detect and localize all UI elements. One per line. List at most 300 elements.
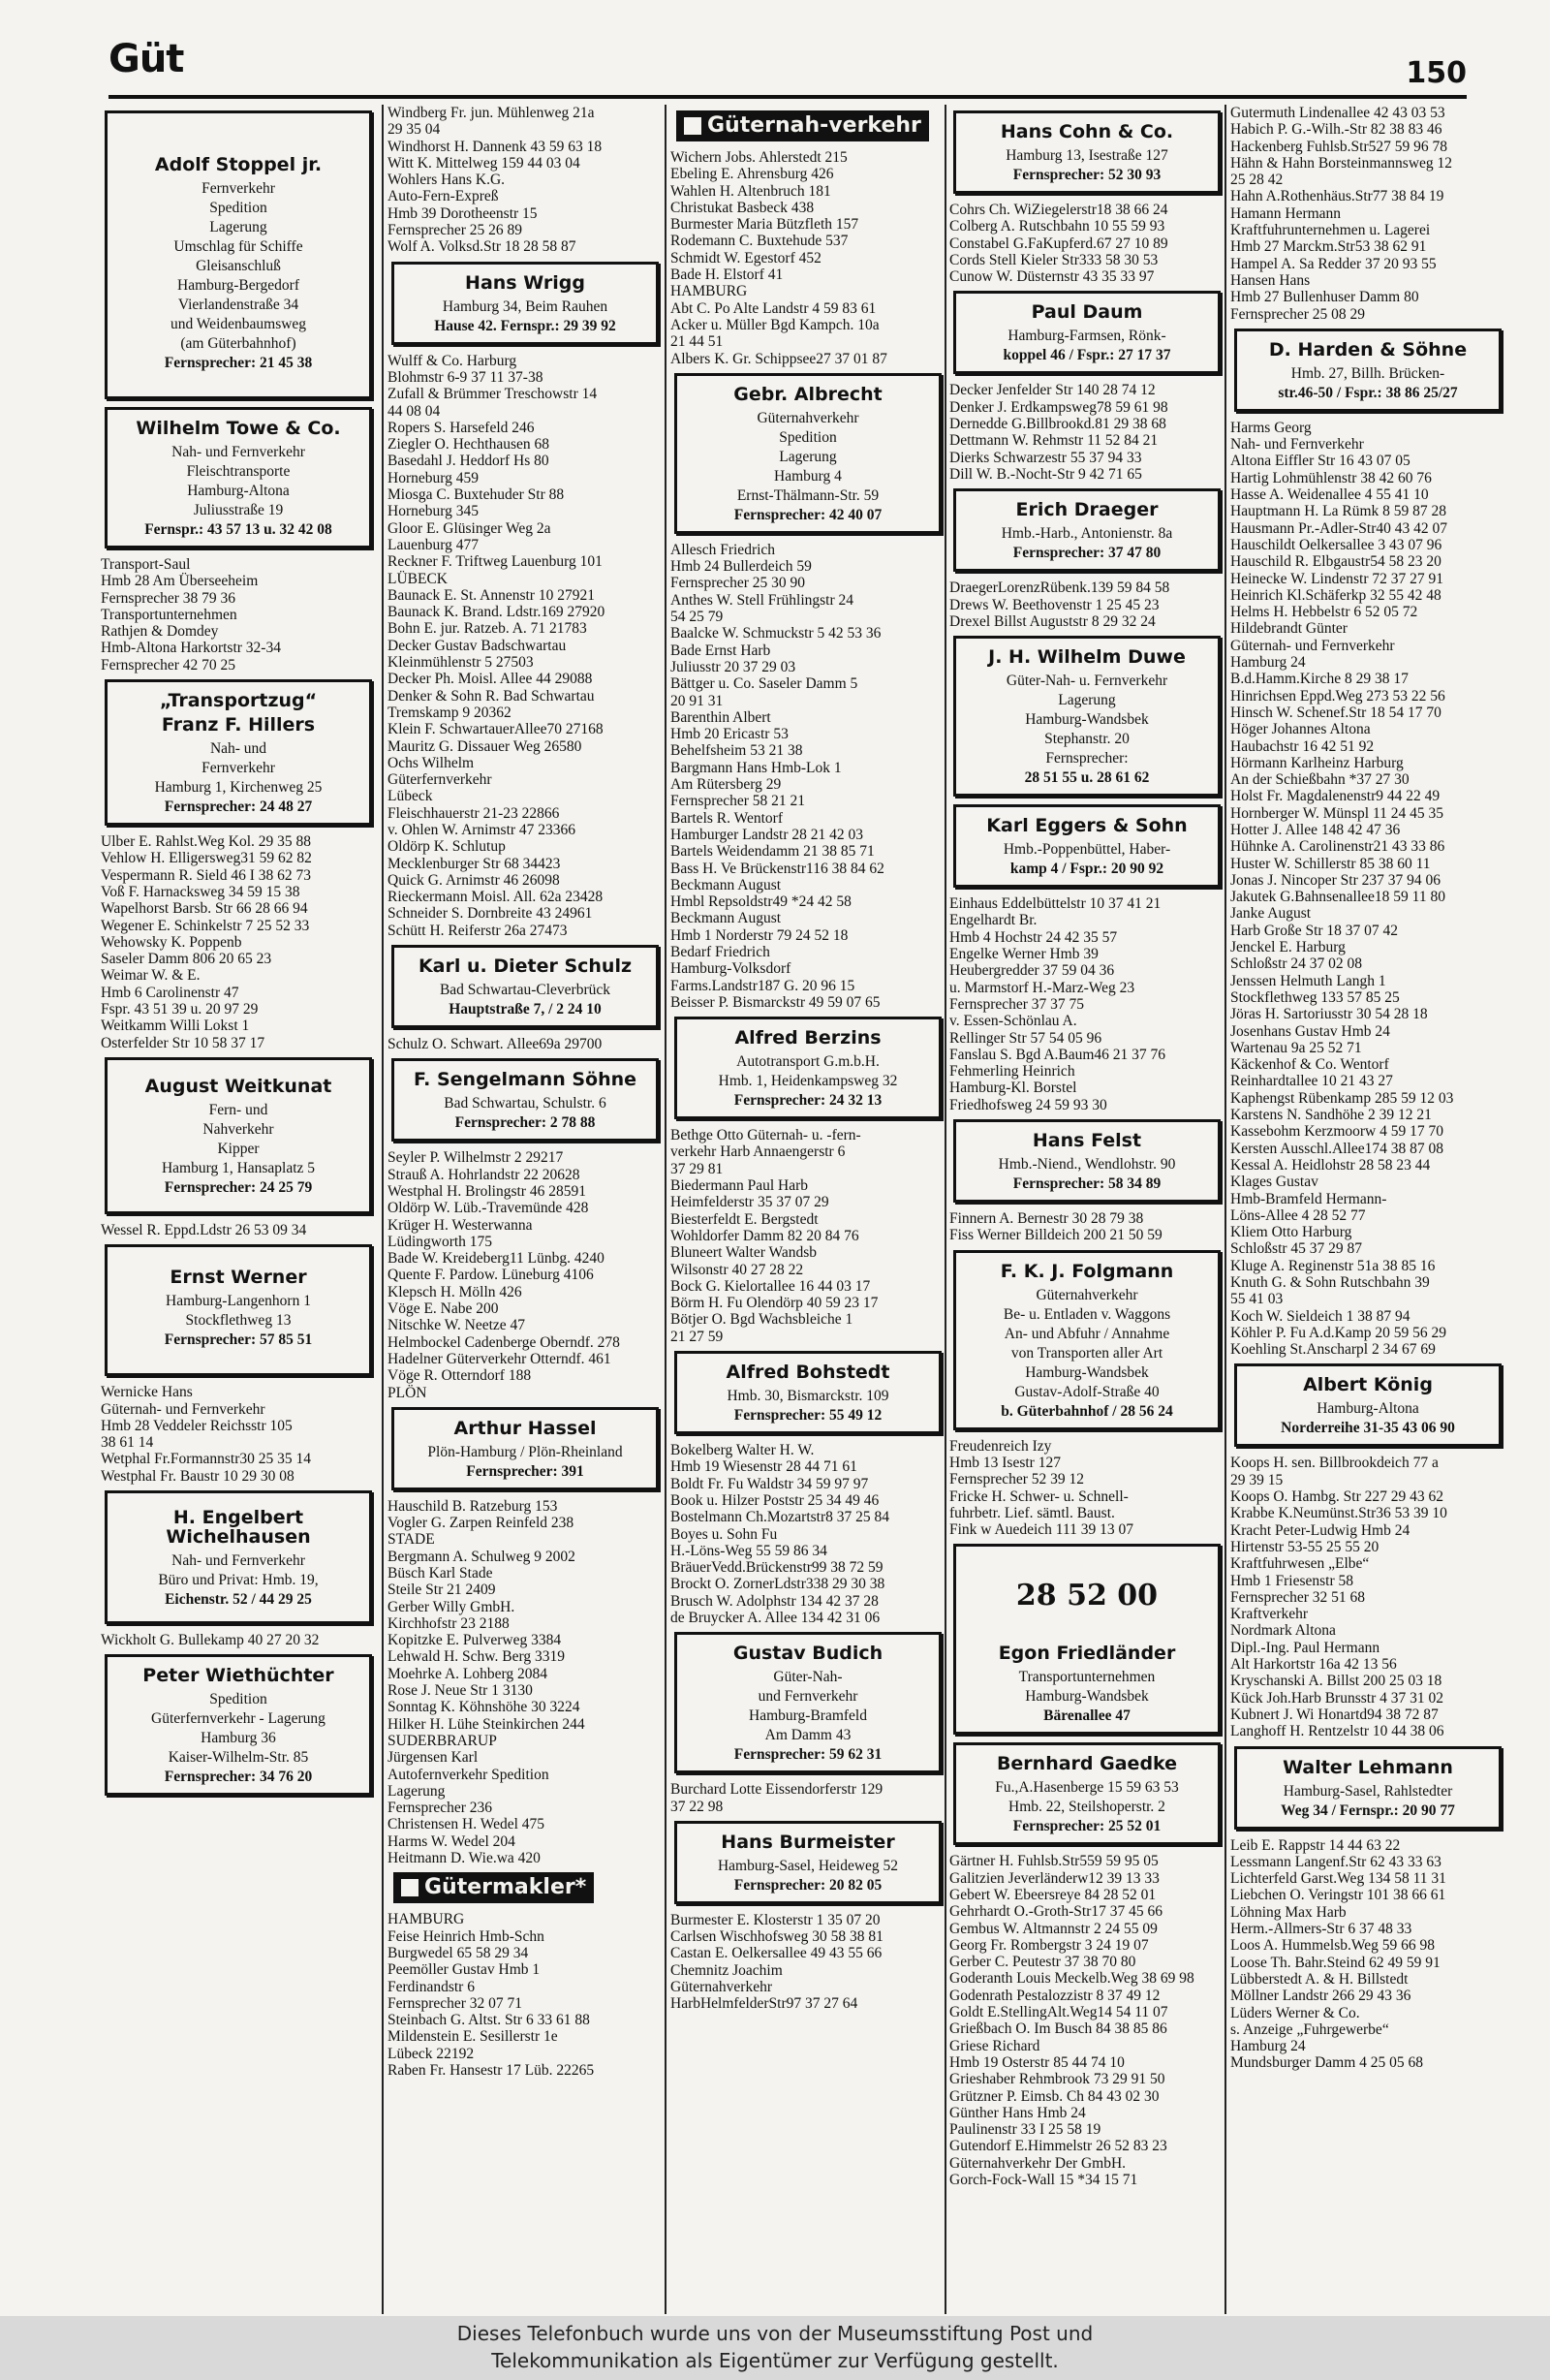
directory-entry-line: Fernsprecher 37 37 75 (949, 995, 1085, 1013)
footer-line-1: Dieses Telefonbuch wurde uns von der Museumsstiftung Post und (456, 2322, 1094, 2345)
directory-entry-line: Käckenhof & Co. Wentorf (1230, 1056, 1389, 1074)
directory-entry-line: Helms H. Hebbelstr 6 52 05 72 (1230, 604, 1418, 621)
directory-entry-line: Wichern Jobs. Ahlerstedt 215 (670, 149, 848, 166)
ad-line: Fern- und (208, 1101, 268, 1118)
directory-entry-line: Güternah- und Fernverkehr (1230, 637, 1395, 654)
directory-entry-line: Gerber Willy GmbH. (388, 1598, 515, 1615)
directory-entry-line: Wehowsky K. Poppenb (101, 933, 242, 951)
directory-entry-line: Fspr. 43 51 39 u. 20 97 29 (101, 1001, 259, 1018)
directory-entry-line: Engelke Werner Hmb 39 (949, 946, 1099, 963)
directory-entry-line: Vöge R. Otterndorf 188 (388, 1367, 532, 1385)
ad-line: Lagerung (209, 219, 267, 235)
directory-entry-line: u. Marmstorf H.-Marz-Weg 23 (949, 979, 1135, 996)
directory-entry-line: Lehwald H. Schw. Berg 3319 (388, 1648, 565, 1666)
ad-line: Güterfernverkehr - Lagerung (151, 1710, 326, 1728)
ad-line: Bad Schwartau, Schulstr. 6 (444, 1095, 606, 1112)
directory-entry-line: Nitschke W. Neetze 47 (388, 1317, 526, 1334)
ad-line: 28 51 55 u. 28 61 62 (1024, 769, 1150, 787)
directory-entry-line: Köhler P. Fu A.d.Kamp 20 59 56 29 (1230, 1324, 1447, 1341)
entry-list (1230, 1837, 1504, 2072)
directory-entry-line: Constabel G.FaKupferd.67 27 10 89 (949, 235, 1168, 252)
directory-entry-line: Dill W. B.-Nocht-Str 9 42 71 65 (949, 465, 1142, 483)
directory-entry-line: 21 44 51 (670, 333, 724, 351)
ad-box (1234, 329, 1502, 412)
directory-entry-line: s. Anzeige „Fuhrgewerbe“ (1230, 2020, 1389, 2038)
section-heading: Gütermakler* (393, 1872, 594, 1903)
ad-line: Kaiser-Wilhelm-Str. 85 (168, 1749, 309, 1767)
entry-list (101, 1222, 374, 1238)
directory-entry-line: Cunow W. Düsternstr 43 35 33 97 (949, 268, 1155, 286)
directory-entry-line: Tremskamp 9 20362 (388, 704, 512, 721)
entry-list (949, 1210, 1223, 1244)
directory-entry-line: Haubachstr 16 42 51 92 (1230, 737, 1375, 755)
directory-entry-line: Boldt Fr. Fu Waldstr 34 59 97 97 (670, 1475, 869, 1492)
ad-company-name: Karl Eggers & Sohn (986, 815, 1188, 837)
directory-entry-line: Vöge E. Nabe 200 (388, 1300, 499, 1318)
directory-entry-line: Brockt O. ZornerLdstr338 29 30 38 (670, 1576, 885, 1593)
entry-list (949, 382, 1223, 483)
directory-entry-line: Quente F. Pardow. Lüneburg 4106 (388, 1267, 594, 1284)
directory-entry-line: Heubergredder 37 59 04 36 (949, 962, 1115, 980)
ad-line: Fernsprecher: 25 52 01 (1012, 1818, 1162, 1835)
directory-entry-line: Wilsonstr 40 27 28 22 (670, 1261, 804, 1278)
ad-company-name: Hans Burmeister (721, 1831, 895, 1853)
directory-entry-line: Finnern A. Bernestr 30 28 79 38 (949, 1210, 1144, 1228)
directory-entry-line: Loose Th. Bahr.Steind 62 49 59 91 (1230, 1954, 1441, 1971)
directory-entry-line: Godenrath Pestalozzistr 8 37 49 12 (949, 1987, 1161, 2004)
directory-entry-line: Miosga C. Buxtehuder Str 88 (388, 486, 565, 504)
entry-list (670, 1781, 944, 1815)
directory-entry-line: Hauschildt Oelkersallee 3 43 07 96 (1230, 536, 1442, 553)
ad-company-name: J. H. Wilhelm Duwe (988, 646, 1186, 669)
ad-line: Hamburg-Wandsbek (1025, 711, 1149, 729)
directory-entry-line: Gutendorf E.Himmelstr 26 52 83 23 (949, 2138, 1167, 2155)
directory-entry-line: Dierks Schwarzestr 55 37 94 33 (949, 449, 1142, 466)
directory-entry-line: Allesch Friedrich (670, 541, 776, 558)
directory-entry-line: Fanslau S. Bgd A.Baum46 21 37 76 (949, 1046, 1166, 1063)
ad-line: Spedition (209, 1691, 267, 1708)
ad-company-name: Adolf Stoppel jr. (154, 154, 323, 175)
directory-entry-line: Decker Ph. Moisl. Allee 44 29088 (388, 671, 593, 688)
ad-line: und Fernverkehr (758, 1688, 858, 1706)
directory-entry-line: Dipl.-Ing. Paul Hermann (1230, 1639, 1380, 1656)
directory-entry-line: Büsch Karl Stade (388, 1565, 493, 1581)
ad-box (674, 1017, 942, 1119)
directory-entry-line: Jenssen Helmuth Langh 1 (1230, 972, 1386, 989)
directory-entry-line: v. Ohlen W. Arnimstr 47 23366 (388, 821, 576, 838)
directory-entry-line: Vespermann R. Sield 46 I 38 62 73 (101, 866, 311, 884)
directory-entry-line: Hähn & Hahn Borsteinmannsweg 12 (1230, 154, 1453, 172)
ad-line: Stephanstr. 20 (1044, 731, 1130, 748)
ad-line: Hmb.-Poppenbüttel, Haber- (1003, 841, 1171, 859)
directory-entry-line: Langhoff H. Rentzelstr 10 44 38 06 (1230, 1723, 1444, 1740)
directory-entry-line: Güterfernverkehr (388, 771, 492, 789)
ad-company-name: August Weitkunat (144, 1075, 332, 1097)
directory-entry-line: Fernsprecher 58 21 21 (670, 793, 806, 810)
directory-entry-line: Brusch W. Adolphstr 134 42 37 28 (670, 1592, 879, 1610)
directory-entry-line: 55 41 03 (1230, 1291, 1284, 1308)
directory-entry-line: Klepsch H. Mölln 426 (388, 1283, 522, 1300)
directory-entry-line: DraegerLorenzRübenk.139 59 84 58 (949, 579, 1170, 597)
directory-entry-line: Koops O. Hambg. Str 227 29 43 62 (1230, 1488, 1444, 1506)
ad-line: Nah- und Fernverkehr (171, 444, 305, 460)
directory-entry-line: verkehr Harb Annaengerstr 6 (670, 1143, 846, 1161)
directory-entry-line: Galitzien Jeverländerw12 39 13 33 (949, 1869, 1160, 1887)
directory-entry-line: Hmb 4 Hochstr 24 42 35 57 (949, 928, 1118, 946)
directory-entry-line: H.-Löns-Weg 55 59 86 34 (670, 1542, 827, 1559)
ad-line: Nah- und Fernverkehr (171, 1552, 305, 1570)
ad-line: Bad Schwartau-Cleverbrück (439, 982, 611, 999)
ad-line: Fernsprecher: 21 45 38 (164, 355, 313, 371)
ad-company-name: Alfred Berzins (734, 1027, 882, 1049)
entry-list (670, 149, 944, 367)
ad-title: „Transportzug“ (159, 690, 318, 712)
directory-entry-line: Fink w Auedeich 111 39 13 07 (949, 1521, 1134, 1539)
ad-line: Hauptstraße 7, / 2 24 10 (449, 1001, 602, 1018)
directory-entry-line: 54 25 79 (670, 609, 724, 626)
directory-entry-line: Strauß A. Hohrlandstr 22 20628 (388, 1166, 580, 1183)
ad-box (1234, 1746, 1502, 1830)
directory-entry-line: Hmb 1 Norderstr 79 24 52 18 (670, 926, 849, 944)
ad-line: Kipper (217, 1140, 260, 1157)
directory-entry-line: Einhaus Eddelbüttelstr 10 37 41 21 (949, 895, 1162, 913)
directory-entry-line: Horneburg 345 (388, 503, 479, 520)
ad-company-name: Hans Cohn & Co. (1000, 121, 1174, 142)
directory-entry-line: Hmb-Bramfeld Hermann- (1230, 1190, 1387, 1207)
ad-box (105, 1654, 372, 1796)
entry-list (1230, 105, 1504, 323)
directory-entry-line: Gebert W. Ebeersreye 84 28 52 01 (949, 1886, 1157, 1903)
directory-entry-line: HAMBURG (670, 283, 748, 300)
directory-entry-line: Osterfelder Str 10 58 37 17 (101, 1034, 265, 1051)
ad-box (953, 110, 1221, 194)
directory-entry-line: Börm H. Fu Olendörp 40 59 23 17 (670, 1295, 879, 1312)
ad-line: Güternahverkehr (1036, 1286, 1138, 1303)
directory-entry-line: Güternah- und Fernverkehr (101, 1400, 265, 1418)
ad-line: Gustav-Adolf-Straße 40 (1014, 1383, 1160, 1400)
ad-line: Lagerung (1058, 692, 1116, 709)
ad-line: Hmb. 27, Billh. Brücken- (1290, 364, 1445, 382)
column-2 (388, 105, 661, 2314)
directory-entry-line: Bock G. Kielortallee 16 44 03 17 (670, 1277, 871, 1295)
directory-entry-line: Alt Harkortstr 16a 42 13 56 (1230, 1656, 1397, 1674)
ad-box (105, 1244, 372, 1376)
directory-entry-line: Hauschild B. Ratzeburg 153 (388, 1497, 558, 1515)
ad-line: Hamburg 1, Kirchenweg 25 (154, 779, 323, 797)
column-4 (949, 105, 1223, 2314)
directory-entry-line: Hmb 19 Wiesenstr 28 44 71 61 (670, 1458, 857, 1476)
directory-entry-line: Goldt E.StellingAlt.Weg14 54 11 07 (949, 2004, 1168, 2021)
ad-line: Fu.,A.Hasenberge 15 59 63 53 (995, 1779, 1179, 1797)
directory-entry-line: Georg Fr. Rombergstr 3 24 19 07 (949, 1936, 1149, 1954)
section-heading: Güternah-verkehr (676, 110, 929, 141)
directory-entry-line: Hmb 1 Friesenstr 58 (1230, 1572, 1354, 1589)
ad-line: Hamburg-Bramfeld (749, 1707, 867, 1725)
ad-line: Be- u. Entladen v. Waggons (1003, 1305, 1171, 1323)
ad-line: Fernsprecher: 55 49 12 (733, 1407, 883, 1425)
ad-line: Güter-Nah- (773, 1669, 843, 1686)
ad-company-name: Egon Friedländer (998, 1643, 1176, 1665)
ad-box (953, 804, 1221, 888)
directory-entry-line: Bättger u. Co. Saseler Damm 5 (670, 675, 858, 693)
ad-line: Nahverkehr (202, 1120, 274, 1138)
directory-entry-line: Fernsprecher 25 26 89 (388, 222, 523, 239)
directory-entry-line: Kirchhofstr 23 2188 (388, 1614, 510, 1632)
directory-entry-line: Hmb 28 Am Überseeheim (101, 573, 259, 590)
directory-entry-line: Güternahverkehr (670, 1979, 773, 1996)
ad-line: Hamburg 34, Beim Rauhen (442, 298, 608, 315)
ad-line: Hamburg-Bergedorf (177, 277, 299, 294)
ad-company-name: Franz F. Hillers (161, 714, 316, 736)
directory-entry-line: Kessal A. Heidlohstr 28 58 23 44 (1230, 1156, 1431, 1174)
ad-line: Hamburg-Farmsen, Rönk- (1008, 328, 1166, 345)
entry-list (1230, 1455, 1504, 1739)
directory-entry-line: Lagerung (388, 1782, 446, 1800)
ad-line: Fleischtransporte (186, 463, 291, 480)
directory-entry-line: LÜBECK (388, 570, 448, 587)
directory-entry-line: Nah- und Fernverkehr (1230, 436, 1364, 454)
directory-entry-line: Heitmann D. Wie.wa 420 (388, 1850, 541, 1867)
ad-line: Hmb. 22, Steilshoperstr. 2 (1008, 1799, 1165, 1816)
ad-company-name: Hans Wrigg (465, 271, 585, 294)
entry-list (949, 202, 1223, 285)
ad-company-name: Gustav Budich (732, 1643, 884, 1665)
directory-entry-line: Hamburg-Volksdorf (670, 960, 791, 978)
directory-entry-line: BräuerVedd.Brückenstr99 38 72 59 (670, 1559, 884, 1577)
directory-entry-line: Harms Georg (1230, 419, 1312, 436)
directory-entry-line: Biesterfeldt E. Bergstedt (670, 1210, 819, 1228)
directory-entry-line: Transportunternehmen (101, 606, 237, 623)
ad-line: Nah- und (209, 740, 267, 758)
directory-entry-line: Hörmann Karlheinz Harburg (1230, 754, 1404, 771)
ad-box (391, 1058, 659, 1142)
directory-entry-line: Löns-Allee 4 28 52 77 (1230, 1206, 1366, 1224)
ad-line: Hamburg 1, Hansaplatz 5 (161, 1159, 316, 1176)
directory-entry-line: Ochs Wilhelm (388, 754, 475, 771)
directory-entry-line: Habich P. G.-Wilh.-Str 82 38 83 46 (1230, 121, 1442, 139)
ad-line: Hamburg-Sasel, Heideweg 52 (717, 1857, 899, 1874)
directory-entry-line: Burmester E. Klosterstr 1 35 07 20 (670, 1911, 881, 1928)
ad-line: Fernsprecher: 20 82 05 (733, 1876, 883, 1894)
directory-entry-line: Griese Richard (949, 2037, 1040, 2054)
directory-entry-line: Hamburg 24 (1230, 654, 1306, 672)
directory-entry-line: Hamann Hermann (1230, 204, 1342, 222)
ad-box (953, 1544, 1221, 1735)
ad-company-name: Albert König (1303, 1374, 1433, 1396)
ad-line: Hamburg 36 (201, 1730, 276, 1747)
ad-line: Hamburg-Sasel, Rahlstedter (1283, 1782, 1453, 1800)
directory-entry-line: Windhorst H. Dannenk 43 59 63 18 (388, 138, 603, 155)
directory-entry-line: Rathjen & Domdey (101, 623, 219, 641)
directory-entry-line: Rellinger Str 57 54 05 96 (949, 1029, 1102, 1047)
directory-entry-line: Rodemann C. Buxtehude 537 (670, 233, 849, 250)
directory-entry-line: Wapelhorst Barsb. Str 66 28 66 94 (101, 900, 308, 918)
directory-entry-line: An der Schießbahn *37 27 30 (1230, 771, 1410, 789)
ad-line: Fernsprecher: 34 76 20 (164, 1769, 313, 1786)
ad-box (391, 945, 659, 1028)
directory-entry-line: Hampel A. Sa Redder 37 20 93 55 (1230, 255, 1437, 272)
directory-entry-line: Christensen H. Wedel 475 (388, 1816, 545, 1833)
entry-list (388, 1498, 661, 1867)
directory-entry-line: Wetphal Fr.Formannstr30 25 35 14 (101, 1451, 312, 1468)
directory-entry-line: Hadelner Güterverkehr Otterndf. 461 (388, 1350, 611, 1367)
directory-entry-line: Lüders Werner & Co. (1230, 2004, 1360, 2021)
directory-entry-line: Vogler G. Zarpen Reinfeld 238 (388, 1515, 574, 1532)
directory-entry-line: Hmb 24 Bullerdeich 59 (670, 558, 812, 576)
ad-line: Hamburg 13, Isestraße 127 (1006, 147, 1168, 164)
ad-line: Eichenstr. 52 / 44 29 25 (165, 1591, 312, 1609)
directory-entry-line: Bluneert Walter Wandsb (670, 1244, 818, 1262)
footer-line-2: Telekommunikation als Eigentümer zur Verfügung gestellt. (491, 2349, 1059, 2372)
ad-company-name: Walter Lehmann (1283, 1756, 1453, 1778)
directory-entry-line: Holst Fr. Magdalenenstr9 44 22 49 (1230, 788, 1441, 805)
column-divider (945, 105, 946, 2314)
directory-entry-line: Dernedde G.Billbrookd.81 29 38 68 (949, 416, 1166, 433)
directory-entry-line: 21 27 59 (670, 1328, 724, 1345)
ad-box (105, 679, 372, 826)
directory-entry-line: Möllner Landstr 266 29 43 36 (1230, 1988, 1411, 2005)
ad-phone-large: 28 52 00 (1015, 1579, 1159, 1613)
directory-entry-line: Loos A. Hummelsb.Weg 59 66 98 (1230, 1937, 1436, 1955)
directory-entry-line: Albers K. Gr. Schippsee27 37 01 87 (670, 350, 887, 367)
directory-entry-line: Hmb 19 Osterstr 85 44 74 10 (949, 2053, 1125, 2071)
square-bullet-icon (684, 117, 701, 135)
directory-entry-line: Blohmstr 6-9 37 11 37-38 (388, 368, 543, 386)
directory-entry-line: Koops H. sen. Billbrookdeich 77 a (1230, 1455, 1439, 1472)
directory-entry-line: Baunack E. St. Annenstr 10 27921 (388, 586, 595, 604)
directory-entry-line: Lauenburg 477 (388, 536, 479, 553)
ad-box (953, 488, 1221, 572)
ad-company-name: Erich Draeger (1015, 499, 1159, 521)
directory-entry-line: Huster W. Schillerstr 85 38 60 11 (1230, 855, 1431, 872)
directory-entry-line: Gärtner H. Fuhlsb.Str559 59 95 05 (949, 1853, 1159, 1870)
ad-line: Fernsprecher: 57 85 51 (164, 1331, 313, 1349)
ad-line: Am Damm 43 (764, 1727, 852, 1744)
directory-entry-line: Schneider S. Dornbreite 43 24961 (388, 905, 593, 923)
ad-company-name: Arthur Hassel (453, 1417, 597, 1439)
directory-entry-line: v. Essen-Schönlau A. (949, 1013, 1077, 1030)
directory-entry-line: Book u. Hilzer Poststr 25 34 49 46 (670, 1491, 880, 1509)
directory-entry-line: Seyler P. Wilhelmstr 2 29217 (388, 1149, 564, 1167)
ad-box (105, 1057, 372, 1214)
ad-line: b. Güterbahnhof / 28 56 24 (1001, 1402, 1173, 1420)
ad-company-name: F. K. J. Folgmann (1000, 1260, 1174, 1282)
directory-entry-line: Kassebohm Kerzmoorw 4 59 17 70 (1230, 1123, 1443, 1141)
directory-entry-line: Bethge Otto Güternah- u. -fern- (670, 1127, 861, 1144)
directory-entry-line: de Bruycker A. Allee 134 42 31 06 (670, 1610, 881, 1626)
directory-entry-line: Decker Gustav Badschwartau (388, 637, 567, 654)
directory-entry-line: Bass H. Ve Brückenstr116 38 84 62 (670, 860, 884, 877)
directory-entry-line: Hartig Lohmühlenstr 38 42 60 76 (1230, 469, 1432, 486)
directory-entry-line: Kersten Ausschl.Allee174 38 87 08 (1230, 1140, 1443, 1157)
directory-entry-line: Goderanth Louis Meckelb.Weg 38 69 98 (949, 1970, 1194, 1988)
directory-entry-line: Anthes W. Stell Frühlingstr 24 (670, 591, 854, 609)
directory-entry-line: Hirtenstr 53-55 25 55 20 (1230, 1538, 1380, 1555)
directory-entry-line: Lessmann Langenf.Str 62 43 33 63 (1230, 1853, 1442, 1870)
entry-list (670, 542, 944, 1011)
directory-entry-line: Kück Joh.Harb Brunsstr 4 37 31 02 (1230, 1689, 1443, 1707)
directory-entry-line: Carlsen Wischhofsweg 30 58 38 81 (670, 1928, 884, 1946)
entry-list (949, 895, 1223, 1113)
ad-box (953, 1742, 1221, 1845)
directory-entry-line: Fernsprecher 38 79 36 (101, 589, 236, 607)
ad-box (391, 1407, 659, 1490)
directory-entry-line: Ziegler O. Hechthausen 68 (388, 436, 549, 454)
column-1 (101, 105, 374, 2314)
directory-entry-line: Jenckel E. Harburg (1230, 939, 1346, 956)
directory-entry-line: Heimfelderstr 35 37 07 29 (670, 1194, 829, 1211)
directory-entry-line: 20 91 31 (670, 692, 724, 709)
ad-line: Hmb.-Harb., Antonienstr. 8a (1001, 525, 1173, 543)
directory-entry-line: Baunack K. Brand. Ldstr.169 27920 (388, 604, 605, 621)
directory-entry-line: Hotter J. Allee 148 42 47 36 (1230, 821, 1401, 838)
directory-entry-line: Hildebrandt Günter (1230, 620, 1348, 638)
directory-entry-line: Baalcke W. Schmuckstr 5 42 53 36 (670, 625, 882, 642)
directory-entry-line: Burmester Maria Bützfleth 157 (670, 216, 859, 234)
ad-line: Hause 42. Fernspr.: 29 39 92 (434, 317, 616, 334)
ad-line: Hamburg-Altona (187, 483, 290, 499)
directory-entry-line: Friedhofsweg 24 59 93 30 (949, 1096, 1107, 1113)
directory-entry-line: Ropers S. Harsefeld 246 (388, 419, 535, 436)
ad-line: Fernsprecher: 37 47 80 (1012, 545, 1162, 562)
directory-entry-line: Saseler Damm 806 20 65 23 (101, 951, 272, 968)
directory-entry-line: Windberg Fr. jun. Mühlenweg 21a (388, 105, 595, 121)
directory-entry-line: Hinrichsen Eppd.Weg 273 53 22 56 (1230, 687, 1445, 705)
directory-entry-line: Gorch-Fock-Wall 15 *34 15 71 (949, 2172, 1138, 2189)
directory-entry-line: Kryschanski A. Billst 200 25 03 18 (1230, 1673, 1442, 1690)
directory-entry-line: Schütt H. Reiferstr 26a 27473 (388, 922, 568, 939)
directory-entry-line: Hasse A. Weidenallee 4 55 41 10 (1230, 486, 1429, 504)
entry-list (670, 1127, 944, 1345)
ad-line: Autotransport G.m.b.H. (736, 1053, 880, 1071)
directory-entry-line: Hmb 13 Isestr 127 (949, 1454, 1061, 1471)
directory-entry-line: Peemöller Gustav Hmb 1 (388, 1961, 541, 1979)
directory-entry-line: Gutermuth Lindenallee 42 43 03 53 (1230, 105, 1445, 121)
directory-entry-line: Janke August (1230, 905, 1312, 923)
ad-line: Lagerung (779, 448, 837, 465)
directory-entry-line: Hmb 28 Veddeler Reichsstr 105 (101, 1417, 293, 1434)
directory-entry-line: Günther Hans Hmb 24 (949, 2104, 1086, 2121)
directory-entry-line: Gerber C. Peutestr 37 38 70 80 (949, 1954, 1136, 1971)
ad-line: Fernsprecher: 391 (466, 1462, 584, 1480)
directory-entry-line: Reckner F. Triftweg Lauenburg 101 (388, 553, 603, 571)
ad-box (674, 1351, 942, 1434)
directory-entry-line: 38 61 14 (101, 1434, 154, 1452)
directory-entry-line: Lübberstedt A. & H. Billstedt (1230, 1970, 1409, 1988)
ad-company-name: Karl u. Dieter Schulz (418, 955, 633, 978)
directory-entry-line: Hmbl Repsoldstr49 *24 42 58 (670, 893, 852, 911)
column-divider (382, 105, 384, 2314)
directory-entry-line: Decker Jenfelder Str 140 28 74 12 (949, 382, 1156, 399)
directory-entry-line: Ferdinandstr 6 (388, 1978, 475, 1995)
directory-entry-line: Bostelmann Ch.Mozartstr8 37 25 84 (670, 1509, 890, 1526)
directory-entry-line: Gembus W. Altmannstr 2 24 55 09 (949, 1920, 1158, 1937)
directory-entry-line: Hühnke A. Carolinenstr21 43 33 86 (1230, 838, 1445, 856)
directory-entry-line: Hmb-Altona Harkortstr 32-34 (101, 640, 281, 657)
directory-entry-line: Cohrs Ch. WiZiegelerstr18 38 66 24 (949, 202, 1168, 218)
directory-entry-line: Vehlow H. Elligersweg31 59 62 82 (101, 850, 312, 867)
ad-line: Hamburg-Wandsbek (1025, 1688, 1149, 1706)
directory-entry-line: Gehrhardt O.-Groth-Str17 37 45 66 (949, 1903, 1162, 1921)
directory-entry-line: Hmb 20 Ericastr 53 (670, 726, 789, 743)
ad-line: Vierlandenstraße 34 (177, 297, 299, 313)
directory-entry-line: STADE (388, 1531, 435, 1549)
directory-entry-line: Denker & Sohn R. Bad Schwartau (388, 687, 595, 705)
directory-entry-line: Farms.Landstr187 G. 20 96 15 (670, 977, 855, 994)
directory-entry-line: Hauptmann H. La Rümk 8 59 87 28 (1230, 503, 1447, 520)
column-divider (665, 105, 666, 2314)
ad-line: Gleisanschluß (196, 258, 281, 274)
